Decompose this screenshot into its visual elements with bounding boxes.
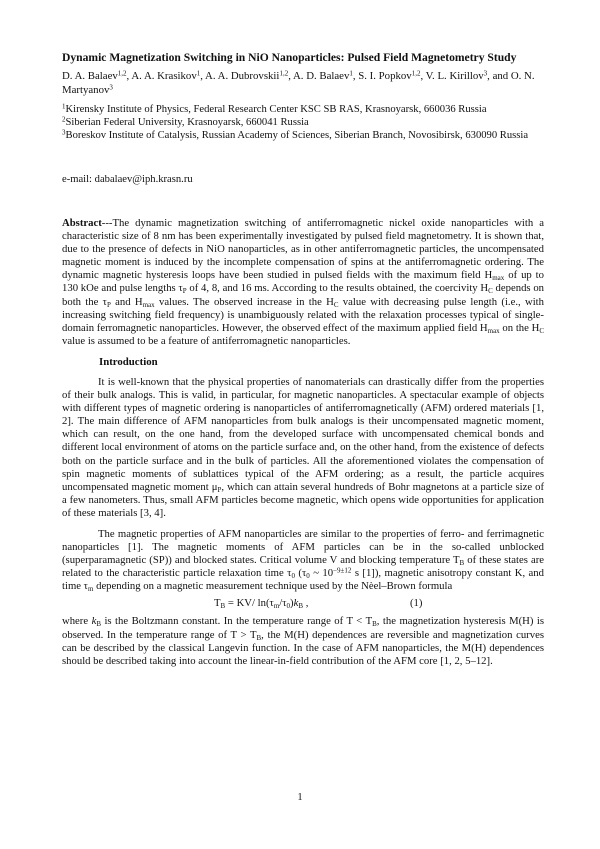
author-affiliation-mark: 3: [483, 69, 488, 78]
author-affiliation-mark: 1: [349, 69, 353, 78]
affiliation-mark: 1: [62, 102, 66, 111]
affiliation-text: Boreskov Institute of Catalysis, Russian Academy of Sciences, Siberian Branch, Novosibirsk, 630090 Russia: [65, 130, 529, 141]
equation-neel-brown: [62, 597, 544, 612]
affiliation: [62, 129, 544, 142]
page-number: 1: [297, 792, 303, 803]
author-name: S. I. Popkov: [358, 70, 412, 82]
affiliation: [62, 103, 544, 116]
body-paragraph: It is well-known that the physical properties of nanomaterials can drastically differ from the properties of their bulk analogs. This is valid, in particular, for magnetic nanoparticles. A spectacular example of objects with different types of magnetic ordering is nanoparticles of antiferromagnetically (AFM) ordered materials [1, 2]. The main difference of AFM nanoparticles from bulk analogs is their uncompensated magnetic moment, which can result, on the one hand, from the developed surface with uncompensated chemical bonds and different local environment of atoms on the particle surface and, on the other hand, from the existence of defects both on the particle surface and in the bulk of particles. All the aforementioned violates the compensation of spin magnetic moments of sublattices typical of the AFM ordering; as a result, the particle acquires uncompensated magnetic moment $\mu_P$, which can attain several hundreds of Bohr magnetons at a particle size of a few nanometers. Thus, small AFM particles become magnetic, which opens wide opportunities for application of these materials [3, 4].: [62, 375, 545, 519]
paper-page: [62, 50, 544, 668]
author-affiliation-mark: 1,2: [279, 69, 289, 78]
author-affiliation-mark: 3: [109, 83, 113, 91]
author-name: V. L. Kirillov: [425, 70, 484, 82]
equation-number: (1): [410, 597, 423, 610]
author-affiliation-mark: 1: [196, 69, 201, 78]
body-paragraph: where $k_B$ is the Boltzmann constant. In the temperature range of $T < T_B$, the magnetization hysteresis M(H) is observed. In the temperature range of $T > T_B$, the M(H) dependences are reversible and magnetization curves can be described by the classical Langevin function. In the case of AFM nanoparticles, the M(H) dependences should be described taking into account the linear-in-field contribution of the AFM core [1, 2, 5–12].: [62, 615, 544, 667]
author-list: D. A. Balaev$^{1,2}$, A. A. Krasikov$^1$, A. A. Dubrovskii$^{1,2}$, A. D. Balaev$^1$, S. I. Popkov$^{1,2}$, V. L. Kirillov$^3$, and O. N. Martyanov$^3$: [62, 69, 535, 96]
equation-expression: $T_B = KV/$ $\ln(\tau_m/\tau_0)k_B$ ,: [214, 597, 309, 611]
section-heading-introduction: Introduction: [99, 355, 158, 368]
contact-email: e-mail: dabalaev@iph.krasn.ru: [62, 174, 193, 185]
author-name: D. A. Balaev: [62, 70, 118, 82]
affiliation: [62, 116, 544, 129]
author-name: A. D. Balaev: [293, 70, 350, 82]
abstract-text: ---The dynamic magnetization switching of antiferromagnetic nickel oxide nanoparticles with a characteristic size of 8 nm has been experimentally investigated by pulsed field magnetometry. It is shown that, due to the presence of defects in NiO nanoparticles, as in other antiferromagnetic particles, the uncompensated magnetic moment is induced by the incomplete compensation of spins at the antiferromagnetic ordering. The dynamic magnetic hysteresis loops have been studied in pulsed fields with the maximum field $H_{max}$ of up to 130 kOe and pulse lengths $\tau_P$ of 4, 8, and 16 ms. According to the results obtained, the coercivity $H_C$ depends on both the $\tau_P$ and $H_{max}$ values. The observed increase in the $H_C$ value with decreasing pulse length (i.e., with increasing switching field frequency) is unambiguously related with the relaxation processes typical of single-domain ferromagnetic nanoparticles. However, the observed effect of the maximum applied field $H_{max}$ on the $H_C$ value is assumed to be a feature of antiferromagnetic nanoparticles.: [62, 217, 545, 347]
affiliation-mark: 3: [62, 128, 66, 137]
affiliation-text: Siberian Federal University, Krasnoyarsk, 660041 Russia: [65, 117, 309, 128]
author-name: A. A. Krasikov: [131, 70, 197, 82]
affiliation-list: [62, 103, 544, 142]
author-affiliation-mark: 1,2: [411, 69, 421, 78]
author-affiliation-mark: 1,2: [117, 69, 127, 78]
abstract-label: Abstract: [62, 217, 102, 229]
abstract: [62, 217, 544, 348]
body-paragraph: The magnetic properties of AFM nanoparticles are similar to the properties of ferro- and ferrimagnetic nanoparticles [1]. The magnetic moments of AFM particles can be in the so-called unblocked (superparamagnetic (SP)) and blocked states. Critical volume V and blocking temperature $T_B$ of these states are related to the characteristic particle relaxation time $\tau_0$ ($\tau_0$ ~ $10^{-9\pm 12}$ s [1]), magnetic anisotropy constant K, and time $\tau_m$ depending on a magnetic measurement technique used by the Nèel–Brown formula: [62, 527, 544, 594]
paper-title: Dynamic Magnetization Switching in NiO Nanoparticles: Pulsed Field Magnetometry Study: [62, 51, 517, 64]
author-name: A. A. Dubrovskii: [205, 70, 280, 82]
affiliation-mark: 2: [62, 115, 66, 124]
author-name: and O. N. Martyanov: [62, 70, 535, 96]
affiliation-text: Kirensky Institute of Physics, Federal Research Center KSC SB RAS, Krasnoyarsk, 660036 Russia: [65, 104, 487, 115]
